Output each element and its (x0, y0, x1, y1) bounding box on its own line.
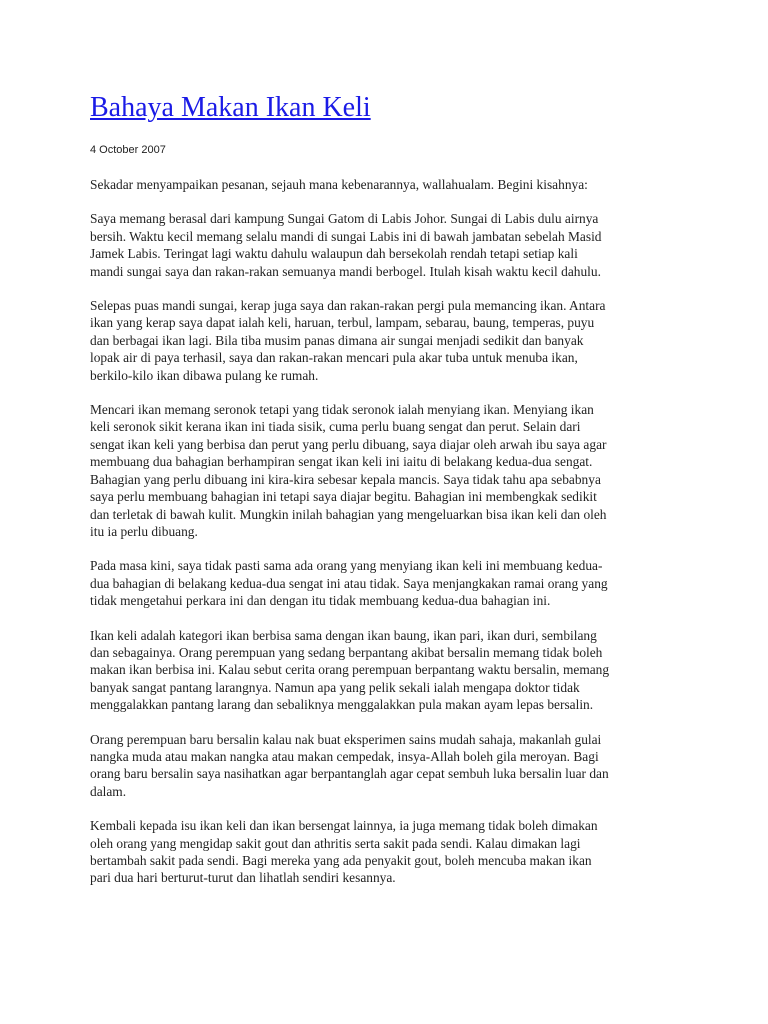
paragraph-line: itu ia perlu dibuang. (90, 523, 198, 539)
article-paragraph (90, 731, 710, 801)
paragraph-line: orang baru bersalin saya nasihatkan agar berpantanglah agar cepat sembuh luka bersalin luar dan (90, 766, 609, 782)
paragraph-line: dan terletak di bawah kulit. Mungkin inilah bahagian yang mengeluarkan bisa ikan keli dan oleh (90, 506, 607, 522)
article-body (90, 176, 710, 904)
article-paragraph (90, 176, 710, 193)
paragraph-line: dan sebagainya. Orang perempuan yang sedang berpantang akibat bersalin memang tidak boleh (90, 644, 603, 660)
article-date: 4 October 2007 (90, 144, 166, 156)
paragraph-line: saya perlu membuang bahagian ini tetapi saya diajar begitu. Bahagian ini membengkak sedikit (90, 489, 597, 505)
paragraph-line: dalam. (90, 783, 127, 799)
paragraph-line: oleh orang yang mengidap sakit gout dan athritis serta sakit pada sendi. Kalau dimakan lagi (90, 835, 581, 851)
article-paragraph (90, 297, 710, 384)
paragraph-line: lopak air di paya terhasil, saya dan rakan-rakan mencari pula akar tuba untuk menuba ikan, (90, 350, 578, 366)
paragraph-line: tidak mengetahui perkara ini dan dengan itu tidak membuang kedua-dua bahagian ini. (90, 593, 551, 609)
article-paragraph (90, 210, 710, 280)
article-paragraph (90, 817, 710, 887)
paragraph-line: Saya memang berasal dari kampung Sungai Gatom di Labis Johor. Sungai di Labis dulu airnya (90, 211, 599, 227)
paragraph-line: Bahagian yang perlu dibuang ini kira-kira sebesar kepala mancis. Saya tidak tahu apa sebabnya (90, 471, 601, 487)
article-paragraph (90, 557, 710, 609)
paragraph-line: ikan yang kerap saya dapat ialah keli, haruan, terbul, lampam, sebarau, baung, temperas, puyu (90, 315, 595, 331)
paragraph-line: pari dua hari berturut-turut dan lihatlah sendiri kesannya. (90, 870, 396, 886)
article-paragraph (90, 401, 710, 540)
paragraph-line: Ikan keli adalah kategori ikan berbisa sama dengan ikan baung, ikan pari, ikan duri, sembilang (90, 627, 597, 643)
paragraph-line: bersih. Waktu kecil memang selalu mandi di sungai Labis ini di bawah jambatan sebelah Masid (90, 228, 602, 244)
paragraph-line: Kembali kepada isu ikan keli dan ikan bersengat lainnya, ia juga memang tidak boleh dimakan (90, 818, 598, 834)
paragraph-line: membuang dua bahagian berhampiran sengat ikan keli ini iaitu di belakang kedua-dua sengat. (90, 454, 593, 470)
paragraph-line: nangka muda atau makan nangka atau makan cempedak, insya-Allah boleh gila meroyan. Bagi (90, 748, 599, 764)
paragraph-line: berkilo-kilo ikan dibawa pulang ke rumah. (90, 367, 319, 383)
paragraph-line: Pada masa kini, saya tidak pasti sama ada orang yang menyiang ikan keli ini membuang kedua- (90, 558, 603, 574)
paragraph-line: Sekadar menyampaikan pesanan, sejauh mana kebenarannya, wallahualam. Begini kisahnya: (90, 177, 588, 192)
paragraph-line: dua bahagian di belakang kedua-dua sengat ini atau tidak. Saya menjangkakan ramai orang yang (90, 575, 608, 591)
paragraph-line: bertambah sakit pada sendi. Bagi mereka yang ada penyakit gout, boleh mencuba makan ikan (90, 853, 592, 868)
paragraph-line: makan ikan berbisa ini. Kalau sebut cerita orang perempuan berpantang waktu bersalin, memang (90, 662, 610, 678)
paragraph-line: Mencari ikan memang seronok tetapi yang tidak seronok ialah menyiang ikan. Menyiang ikan (90, 402, 594, 418)
paragraph-line: Jamek Labis. Teringat lagi waktu dahulu walaupun dah bersekolah rendah tetapi setiap kali (90, 246, 578, 262)
paragraph-line: mandi sungai saya dan rakan-rakan semuanya mandi berbogel. Itulah kisah waktu kecil dahulu. (90, 263, 601, 279)
paragraph-line: menggalakkan pantang larang dan sebaliknya menggalakkan pula makan ayam lepas bersalin. (90, 697, 594, 713)
paragraph-line: dan berbagai ikan lagi. Bila tiba musim panas dimana air sungai menjadi sedikit dan banyak (90, 332, 584, 348)
paragraph-line: keli seronok sikit kerana ikan ini tiada sisik, cuma perlu buang sengat dan perut. Selain dari (90, 419, 581, 435)
paragraph-line: Orang perempuan baru bersalin kalau nak buat eksperimen sains mudah sahaja, makanlah gulai (90, 731, 602, 747)
paragraph-line: sengat ikan keli yang berbisa dan perut yang perlu dibuang, saya diajar oleh arwah ibu saya agar (90, 436, 607, 452)
paragraph-line: Selepas puas mandi sungai, kerap juga saya dan rakan-rakan pergi pula memancing ikan. Antara (90, 298, 606, 314)
article-title-link[interactable]: Bahaya Makan Ikan Keli (90, 92, 371, 123)
article-paragraph (90, 627, 710, 714)
paragraph-line: banyak sangat pantang larangnya. Namun apa yang pelik sekali ialah mengapa doktor tidak (90, 679, 580, 695)
